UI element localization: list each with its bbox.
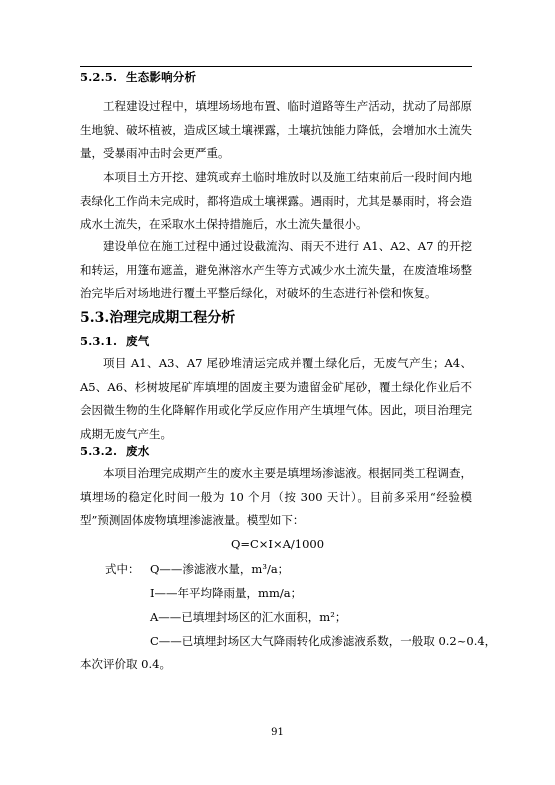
section-number: 5.3.2. [80, 444, 118, 458]
variable-q-definition: Q——渗滤液水量，m³/a； [150, 562, 290, 576]
page-number: 91 [271, 727, 284, 738]
variable-a-definition: A——已填埋封场区的汇水面积，m²； [150, 610, 347, 624]
where-label: 式中： [105, 562, 140, 576]
header-rule [80, 66, 472, 67]
section-number: 5.2.5. [80, 70, 118, 84]
section-5-3-1-heading [80, 333, 149, 349]
paragraph-waste-gas: 项目 A1、A3、A7 尾砂堆清运完成并覆土绿化后，无废气产生；A4、A5、A6、杉树坡尾矿库填埋的固废主要为遗留金矿尾砂，覆土绿化作业后不会因微生物的生化降解作用或化学反应作用产生填埋气体。因此，项目治理完成期无废气产生。 [80, 356, 472, 441]
paragraph-waste-water: 本项目治理完成期产生的废水主要是填埋场渗滤液。根据同类工程调查，填埋场的稳定化时间一般为 10 个月（按 300 天计）。目前多采用“经验模型”预测固体废物填埋渗滤液量。模型如下： [80, 466, 472, 527]
section-5-3-heading: 5.3.治理完成期工程分析 [80, 310, 236, 326]
variable-i-definition: I——年平均降雨量，mm/a； [150, 586, 303, 600]
leachate-equation: Q=C×I×A/1000 [230, 537, 325, 551]
section-title: 废气 [126, 334, 150, 348]
section-title: 生态影响分析 [126, 70, 197, 84]
paragraph-ecological-impact-1: 工程建设过程中，填埋场场地布置、临时道路等生产活动，扰动了局部原生地貌、破坏植被，造成区域土壤裸露，土壤抗蚀能力降低，会增加水土流失量，受暴雨冲击时会更严重。 [80, 99, 472, 160]
section-title: 废水 [126, 444, 150, 458]
section-5-2-5-heading [80, 69, 196, 85]
paragraph-ecological-impact-3: 建设单位在施工过程中通过设截流沟、雨天不进行 A1、A2、A7 的开挖和转运，用篷布遮盖，避免淋溶水产生等方式减少水土流失量，在废渣堆场整治完毕后对场地进行覆土平整后绿化，对破坏的生态进行补偿和恢复。 [80, 239, 472, 300]
variable-c-continuation: 本次评价取 0.4。 [80, 657, 171, 671]
section-number: 5.3.1. [80, 334, 118, 348]
variable-c-definition: C——已填埋封场区大气降雨转化成渗滤液系数，一般取 0.2~0.4， [150, 634, 497, 648]
paragraph-ecological-impact-2: 本项目土方开挖、建筑或弃土临时堆放时以及施工结束前后一段时间内地表绿化工作尚未完成时，都将造成土壤裸露。遇雨时，尤其是暴雨时，将会造成水土流失，在采取水土保持措施后，水土流失量很小。 [80, 170, 472, 231]
section-5-3-2-heading [80, 443, 149, 459]
